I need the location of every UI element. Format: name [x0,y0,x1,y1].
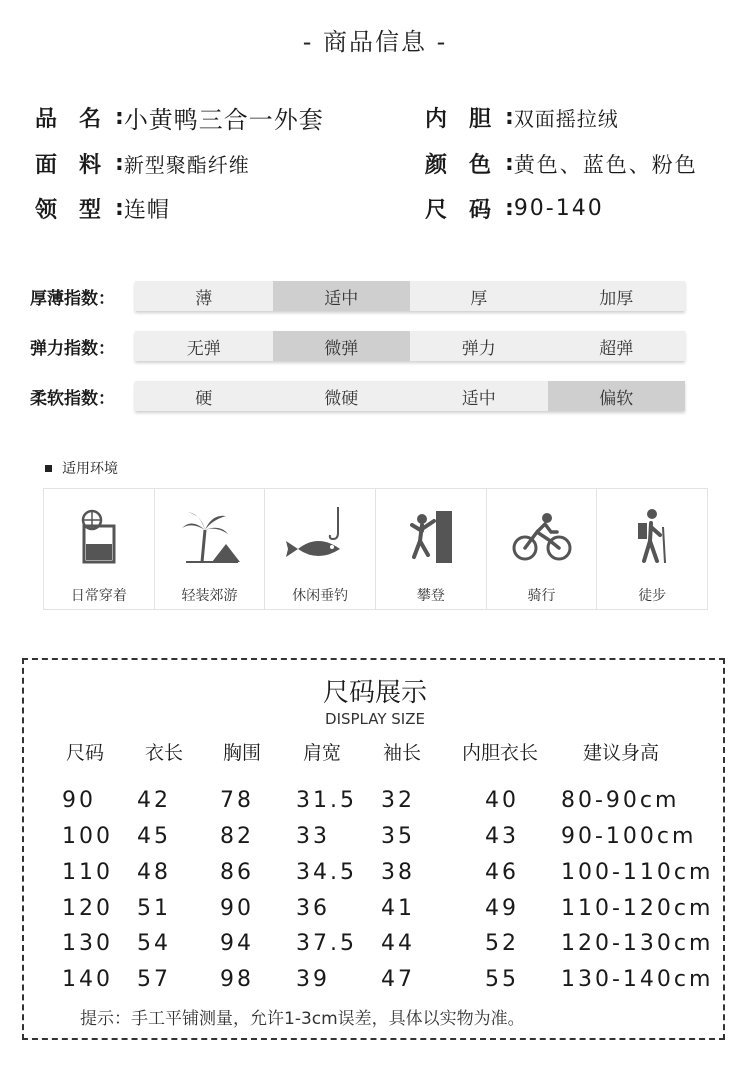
size-cell: 90 [220,896,254,921]
info-lining-value: 双面摇拉绒 [513,107,619,131]
size-cell: 31.5 [296,788,357,813]
info-collar-value: 连帽 [123,198,170,223]
spec-option: 薄 [195,288,213,309]
info-size-value: 90-140 [513,196,604,221]
spec-option: 厚 [470,288,488,309]
hiking-icon [597,501,707,571]
size-cell: 94 [220,931,254,956]
size-cell: 130 [62,931,113,956]
size-header: 袖长 [383,742,422,764]
size-cell: 40 [485,788,519,813]
spec-option: 微弹 [273,331,411,361]
size-cell: 35 [381,824,415,849]
info-collar-label: 领 型 [35,198,102,223]
square-bullet-icon [45,465,52,472]
cycling-icon [487,501,597,571]
env-item-fishing [265,489,376,609]
spec-bar [135,331,685,361]
environment-grid [43,488,708,610]
size-cell: 120-130cm [561,931,714,956]
info-color: 颜 色 : 黄色、蓝色、粉色 [425,148,698,179]
size-cell: 55 [485,967,519,992]
env-label: 攀登 [416,588,445,604]
spec-option: 无弹 [186,338,221,359]
size-cell: 32 [381,788,415,813]
env-item-outing [155,489,266,609]
size-chart-title: 尺码展示 [322,678,427,708]
size-header: 建议身高 [583,742,660,764]
size-cell: 100 [62,824,113,849]
size-cell: 86 [220,860,254,885]
info-fabric-label: 面 料 [35,153,102,178]
spec-option: 适中 [461,388,496,409]
size-cell: 43 [485,824,519,849]
size-cell: 130-140cm [561,967,714,992]
size-cell: 34.5 [296,860,357,885]
info-size: 尺 码 : 90-140 [425,193,604,224]
env-label: 休闲垂钓 [292,588,349,604]
spec-softness [30,378,690,414]
size-cell: 41 [381,896,415,921]
size-cell: 100-110cm [561,860,714,885]
size-cell: 49 [485,896,519,921]
climbing-icon [376,501,486,571]
info-name-value: 小黄鸭三合一外套 [123,106,324,134]
info-collar: 领 型 : 连帽 [35,193,170,224]
spec-label: 柔软指数： [30,388,115,409]
section-title: - 商品信息 - [302,28,448,56]
spec-bar [135,381,685,411]
size-cell: 52 [485,931,519,956]
size-cell: 82 [220,824,254,849]
spec-bar [135,281,685,311]
size-chart-subtitle: DISPLAY SIZE [325,710,425,728]
size-cell: 57 [137,967,171,992]
size-cell: 46 [485,860,519,885]
size-header: 胸围 [223,742,262,764]
info-name: 品 名 : 小黄鸭三合一外套 [35,100,324,135]
spec-option: 偏软 [548,381,686,411]
spec-option: 适中 [273,281,411,311]
spec-label: 厚薄指数： [30,288,115,309]
spec-label: 弹力指数： [30,338,115,359]
env-label: 轻装郊游 [181,588,238,604]
spec-elasticity [30,328,690,364]
size-cell: 33 [296,824,330,849]
environment-heading: 适用环境 [45,458,118,478]
size-note: 提示：手工平铺测量，允许1-3cm误差，具体以实物为准。 [80,1009,525,1029]
env-item-hiking [597,489,707,609]
info-color-value: 黄色、蓝色、粉色 [513,152,698,177]
spec-thickness [30,278,690,314]
size-cell: 44 [381,931,415,956]
size-cell: 45 [137,824,171,849]
size-cell: 78 [220,788,254,813]
env-label: 徒步 [638,588,667,604]
size-cell: 110-120cm [561,896,714,921]
info-fabric-value: 新型聚酯纤维 [123,153,250,177]
size-cell: 90 [62,788,96,813]
spec-option: 加厚 [599,288,634,309]
size-cell: 110 [62,860,113,885]
size-cell: 98 [220,967,254,992]
env-label: 骑行 [527,588,556,604]
size-cell: 36 [296,896,330,921]
info-color-label: 颜 色 [425,153,492,178]
size-cell: 90-100cm [561,824,697,849]
info-lining: 内 胆 : 双面摇拉绒 [425,102,619,133]
env-label: 日常穿着 [70,588,127,604]
spec-option: 弹力 [461,338,496,359]
size-cell: 38 [381,860,415,885]
drink-glass-icon [44,501,154,571]
size-cell: 48 [137,860,171,885]
palm-tree-icon [155,501,265,571]
size-cell: 54 [137,931,171,956]
fish-hook-icon [265,501,375,571]
size-cell: 37.5 [296,931,357,956]
spec-option: 硬 [195,388,213,409]
spec-option: 超弹 [599,338,634,359]
size-header: 内胆衣长 [462,742,539,764]
env-item-cycling [487,489,598,609]
spec-option: 微硬 [324,388,359,409]
env-item-climbing [376,489,487,609]
size-cell: 47 [381,967,415,992]
env-item-daily [44,489,155,609]
size-cell: 120 [62,896,113,921]
info-lining-label: 内 胆 [425,107,492,132]
size-cell: 140 [62,967,113,992]
size-header: 肩宽 [303,742,342,764]
size-cell: 80-90cm [561,788,680,813]
info-fabric: 面 料 : 新型聚酯纤维 [35,148,250,179]
size-cell: 51 [137,896,171,921]
info-name-label: 品 名 [35,107,102,132]
size-cell: 42 [137,788,171,813]
info-size-label: 尺 码 [425,198,492,223]
size-header: 尺码 [66,742,105,764]
size-header: 衣长 [145,742,184,764]
size-cell: 39 [296,967,330,992]
